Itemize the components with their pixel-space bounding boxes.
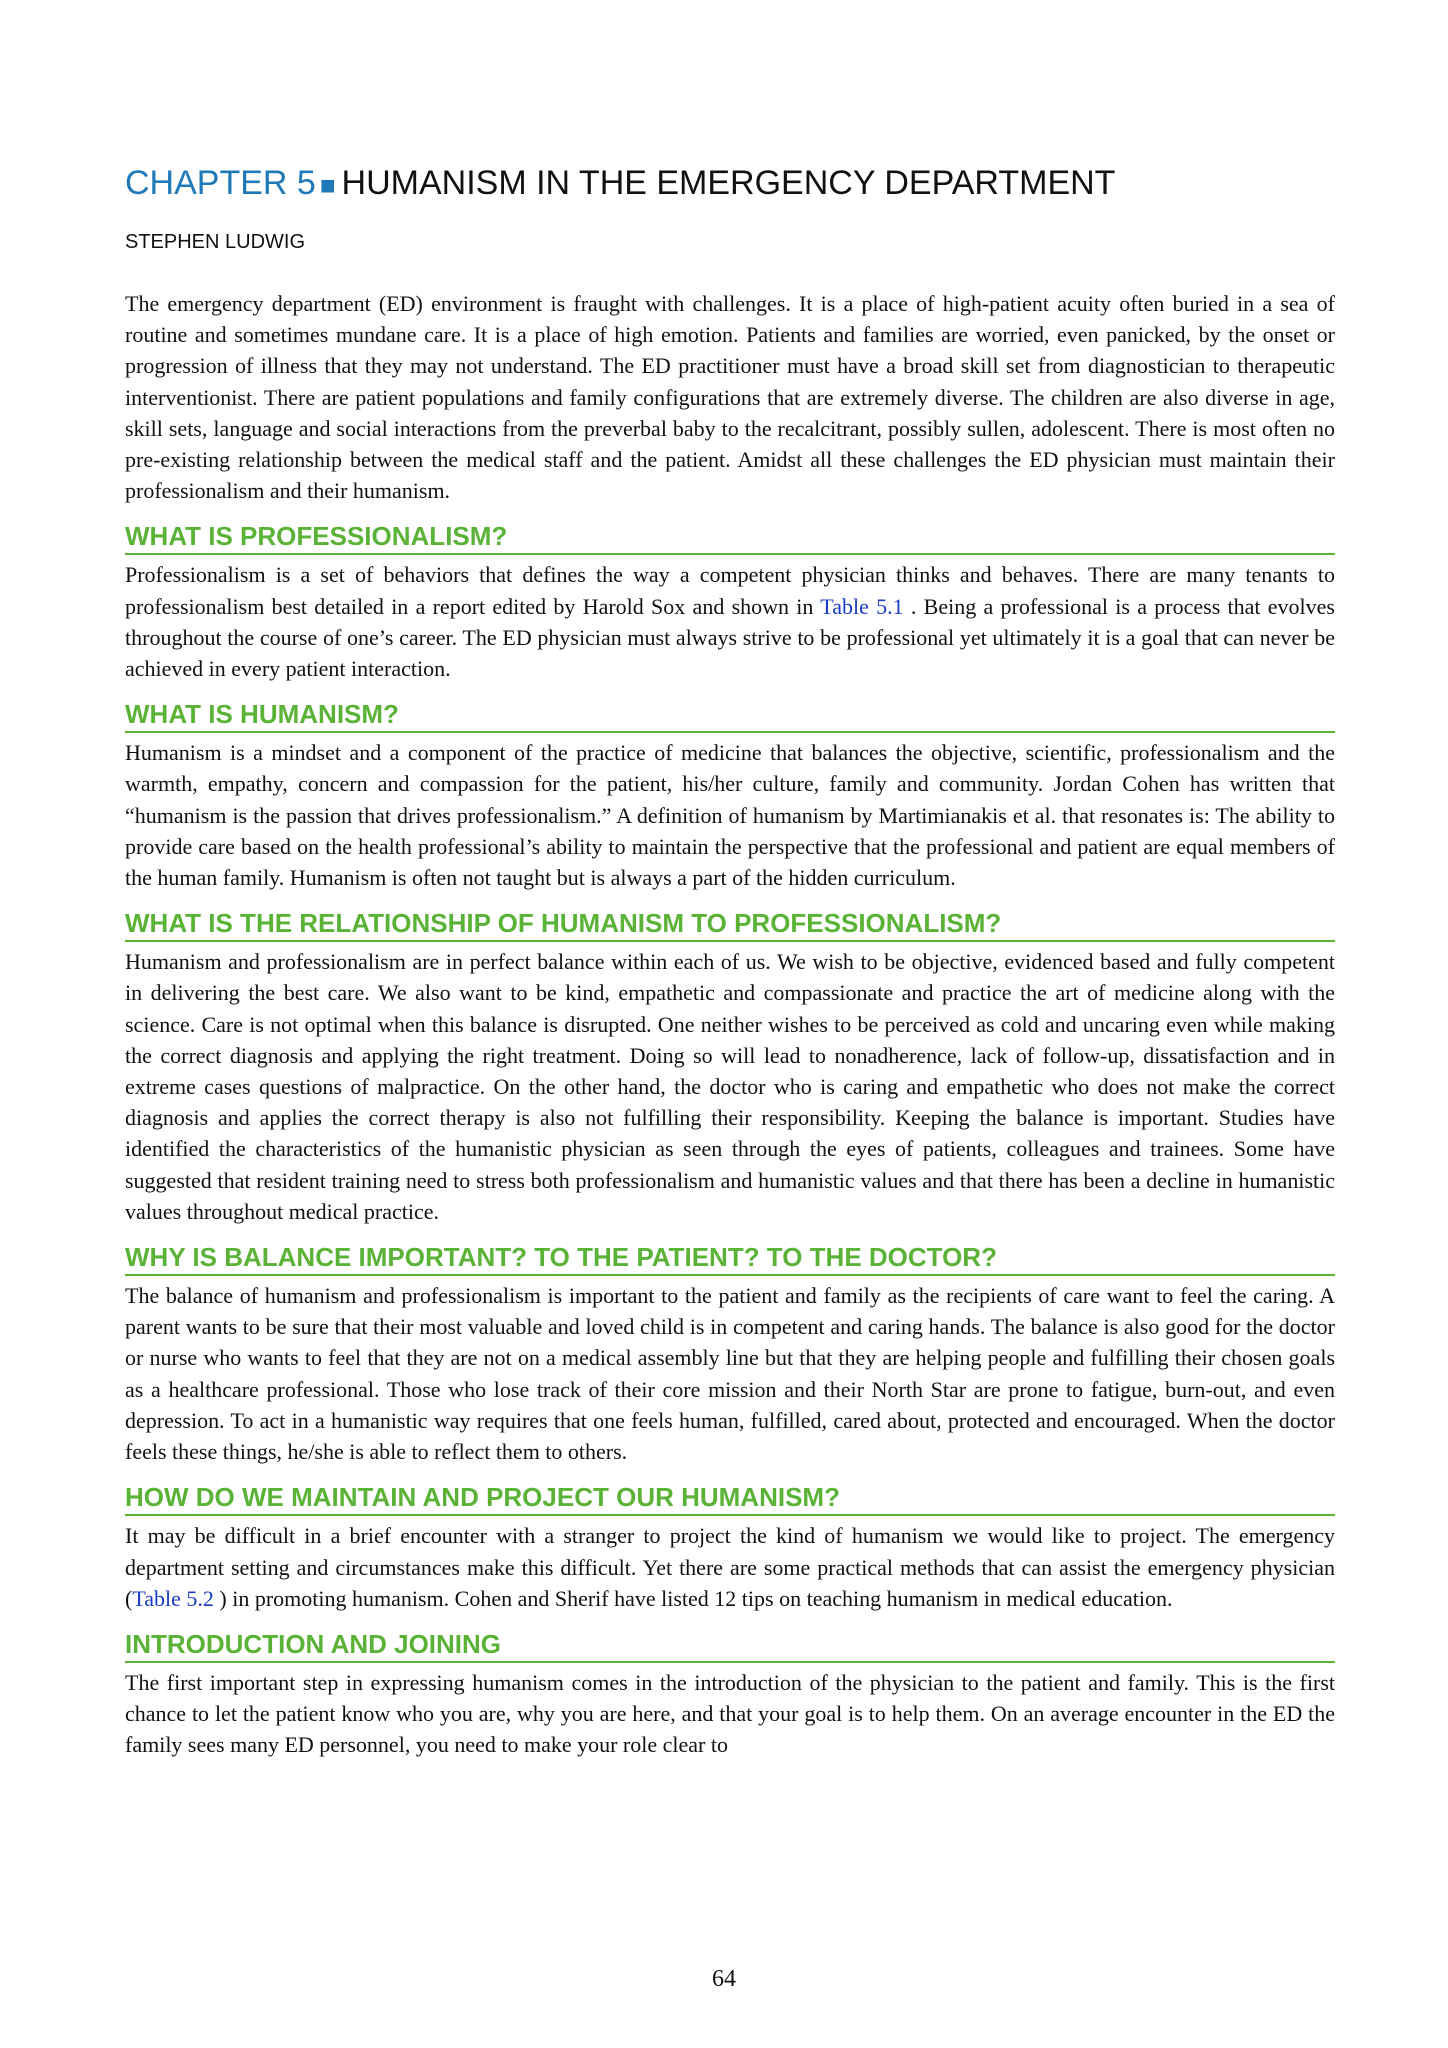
paragraph-text: Professionalism is a set of behaviors that defines the way a competent physician thinks and behaves. There are many tenants to professionalism best detailed in a report edited by Harold Sox and shown in bbox=[125, 562, 1335, 619]
section-paragraph-humanism: Humanism is a mindset and a component of the practice of medicine that balances the objective, scientific, professionalism and the warmth, empathy, concern and compassion for the patient, his/her culture, family and community. Jordan Cohen has written that “humanism is the passion that drives professionalism.” A definition of humanism by Martimianakis et al. that resonates is: The ability to provide care based on the health professional’s ability to maintain the perspective that the professional and patient are equal members of the human family. Humanism is often not taught but is always a part of the hidden curriculum. bbox=[125, 740, 1335, 891]
table-5-1-link[interactable]: Table 5.1 bbox=[820, 593, 904, 619]
chapter-title bbox=[125, 163, 1335, 205]
paragraph-text: It may be difficult in a brief encounter with a stranger to project the kind of humanism we would like to project. The emergency department setting and circumstances make this difficult. Yet there are some practical methods that can assist the emergency physician ( bbox=[125, 1523, 1335, 1611]
section-heading-balance: WHY IS BALANCE IMPORTANT? TO THE PATIENT? TO THE DOCTOR? bbox=[125, 1241, 1335, 1276]
section-heading-introduction: INTRODUCTION AND JOINING bbox=[125, 1628, 1335, 1663]
chapter-marker: ■ bbox=[319, 170, 336, 200]
paragraph-text: . Being a professional is a process that evolves throughout the course of one’s career. The ED physician must always strive to be professional yet ultimately it is a goal that can never be achieved in every patient interaction. bbox=[125, 593, 1335, 682]
chapter-title-text: HUMANISM IN THE EMERGENCY DEPARTMENT bbox=[341, 164, 1116, 202]
chapter-label: CHAPTER 5 bbox=[125, 164, 316, 202]
page-content bbox=[125, 150, 1335, 1761]
paragraph-text: ) in promoting humanism. Cohen and Sherif have listed 12 tips on teaching humanism in medical education. bbox=[213, 1585, 1173, 1611]
section-paragraph-relationship: Humanism and professionalism are in perfect balance within each of us. We wish to be objective, evidenced based and fully competent in delivering the best care. We also want to be kind, empathetic and compassionate and practice the art of medicine along with the science. Care is not optimal when this balance is disrupted. One neither wishes to be perceived as cold and uncaring even while making the correct diagnosis and applying the right treatment. Doing so will lead to nonadherence, lack of follow-up, dissatisfaction and in extreme cases questions of malpractice. On the other hand, the doctor who is caring and empathetic who does not make the correct diagnosis and applies the correct therapy is also not fulfilling their responsibility. Keeping the balance is important. Studies have identified the characteristics of the humanistic physician as seen through the eyes of patients, colleagues and trainees. Some have suggested that resident training need to stress both professionalism and humanistic values and that there has been a decline in humanistic values throughout medical practice. bbox=[125, 949, 1335, 1224]
section-paragraph-professionalism bbox=[125, 559, 1335, 684]
intro-paragraph: The emergency department (ED) environment is fraught with challenges. It is a place of high-patient acuity often buried in a sea of routine and sometimes mundane care. It is a place of high emotion. Patients and families are worried, even panicked, by the onset or progression of illness that they may not understand. The ED practitioner must have a broad skill set from diagnostician to therapeutic interventionist. There are patient populations and family configurations that are extremely diverse. The children are also diverse in age, skill sets, language and social interactions from the preverbal baby to the recalcitrant, possibly sullen, adolescent. There is most often no pre-existing relationship between the medical staff and the patient. Amidst all these challenges the ED physician must maintain their professionalism and their humanism. bbox=[125, 291, 1335, 504]
section-paragraph-balance: The balance of humanism and professionalism is important to the patient and family as the recipients of care want to feel the caring. A parent wants to be sure that their most valuable and loved child is in competent and caring hands. The balance is also good for the doctor or nurse who wants to feel that they are not on a medical assembly line but that they are helping people and fulfilling their chosen goals as a healthcare professional. Those who lose track of their core mission and their North Star are prone to fatigue, burn-out, and even depression. To act in a humanistic way requires that one feels human, fulfilled, cared about, protected and encouraged. When the doctor feels these things, he/she is able to reflect them to others. bbox=[125, 1283, 1335, 1465]
author-name: STEPHEN LUDWIG bbox=[125, 231, 306, 253]
section-paragraph-introduction: The first important step in expressing humanism comes in the introduction of the physician to the patient and family. This is the first chance to let the patient know who you are, why you are here, and that your goal is to help them. On an average encounter in the ED the family sees many ED personnel, you need to make your role clear to bbox=[125, 1669, 1335, 1758]
section-heading-humanism: WHAT IS HUMANISM? bbox=[125, 698, 1335, 733]
section-heading-maintain: HOW DO WE MAINTAIN AND PROJECT OUR HUMANISM? bbox=[125, 1481, 1335, 1516]
section-heading-professionalism: WHAT IS PROFESSIONALISM? bbox=[125, 520, 1335, 555]
table-5-2-link[interactable]: Table 5.2 bbox=[132, 1585, 214, 1611]
section-paragraph-maintain bbox=[125, 1520, 1335, 1614]
section-heading-relationship: WHAT IS THE RELATIONSHIP OF HUMANISM TO PROFESSIONALISM? bbox=[125, 907, 1335, 942]
page-number: 64 bbox=[712, 1966, 736, 1992]
